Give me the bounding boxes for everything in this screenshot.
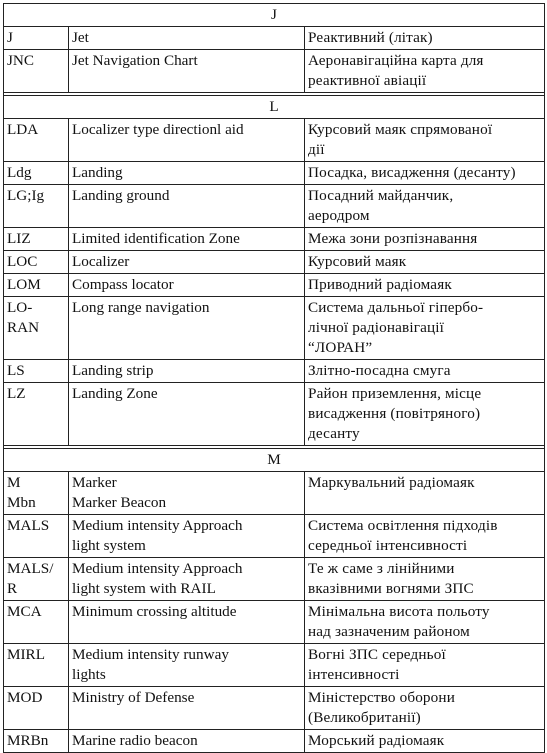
table-row [4, 228, 545, 251]
english-term-cell: Limited identification Zone [69, 228, 305, 251]
ukrainian-term-cell: Реактивний (літак) [305, 27, 545, 50]
ukrainian-term-cell: Курсовий маяк спрямованої дії [305, 119, 545, 162]
english-term-cell: Medium intensity runway lights [69, 644, 305, 687]
table-row [4, 185, 545, 228]
table-row [4, 360, 545, 383]
ukrainian-term-cell: Злітно-посадна смуга [305, 360, 545, 383]
english-term-cell: Landing [69, 162, 305, 185]
abbreviation-cell: MRBn [4, 730, 69, 753]
abbreviation-cell: LG;Ig [4, 185, 69, 228]
ukrainian-term-cell: Аеронавігаційна карта для реактивної авіації [305, 50, 545, 93]
table-row [4, 162, 545, 185]
english-term-cell: Jet Navigation Chart [69, 50, 305, 93]
section-letter: J [4, 4, 545, 27]
ukrainian-term-cell: Вогні ЗПС середньої інтенсивності [305, 644, 545, 687]
english-term-cell: Jet [69, 27, 305, 50]
table-row [4, 601, 545, 644]
english-term-cell: Localizer [69, 251, 305, 274]
abbreviation-cell: LDA [4, 119, 69, 162]
ukrainian-term-cell: Міністерство оборони (Великобританії) [305, 687, 545, 730]
ukrainian-term-cell: Те ж саме з лінійними вказівними вогнями ЗПС [305, 558, 545, 601]
section-letter: M [4, 449, 545, 472]
ukrainian-term-cell: Маркувальний радіомаяк [305, 472, 545, 515]
english-term-cell: Medium intensity Approach light system with RAIL [69, 558, 305, 601]
abbreviation-cell: MALS/ R [4, 558, 69, 601]
abbreviation-cell: MALS [4, 515, 69, 558]
table-body [4, 4, 545, 753]
english-term-cell: Localizer type directionl aid [69, 119, 305, 162]
abbreviation-cell: MOD [4, 687, 69, 730]
table-row [4, 383, 545, 446]
abbreviation-cell: J [4, 27, 69, 50]
abbreviation-cell: LIZ [4, 228, 69, 251]
ukrainian-term-cell: Посадка, висадження (десанту) [305, 162, 545, 185]
english-term-cell: Landing ground [69, 185, 305, 228]
abbreviation-cell: LOM [4, 274, 69, 297]
english-term-cell: Landing Zone [69, 383, 305, 446]
table-row [4, 644, 545, 687]
ukrainian-term-cell: Район приземлення, місце висадження (повітряного) десанту [305, 383, 545, 446]
ukrainian-term-cell: Система освітлення підходів середньої інтенсивності [305, 515, 545, 558]
english-term-cell: Long range navigation [69, 297, 305, 360]
table-row [4, 274, 545, 297]
ukrainian-term-cell: Посадний майданчик, аеродром [305, 185, 545, 228]
table-row [4, 687, 545, 730]
english-term-cell: Marine radio beacon [69, 730, 305, 753]
table-row [4, 515, 545, 558]
ukrainian-term-cell: Мінімальна висота польоту над зазначеним районом [305, 601, 545, 644]
ukrainian-term-cell: Система дальньої гіпербо- лічної радіонавігації “ЛОРАН” [305, 297, 545, 360]
table-row [4, 730, 545, 753]
abbreviation-cell: LO- RAN [4, 297, 69, 360]
english-term-cell: Ministry of Defense [69, 687, 305, 730]
abbreviation-cell: M Mbn [4, 472, 69, 515]
english-term-cell: Marker Marker Beacon [69, 472, 305, 515]
english-term-cell: Compass locator [69, 274, 305, 297]
table-row [4, 558, 545, 601]
abbreviation-cell: Ldg [4, 162, 69, 185]
abbreviation-cell: LZ [4, 383, 69, 446]
table-row [4, 119, 545, 162]
abbreviation-cell: MCA [4, 601, 69, 644]
ukrainian-term-cell: Межа зони розпізнавання [305, 228, 545, 251]
table-row [4, 50, 545, 93]
ukrainian-term-cell: Курсовий маяк [305, 251, 545, 274]
abbreviation-cell: JNC [4, 50, 69, 93]
english-term-cell: Minimum crossing altitude [69, 601, 305, 644]
english-term-cell: Medium intensity Approach light system [69, 515, 305, 558]
ukrainian-term-cell: Морський радіомаяк [305, 730, 545, 753]
section-header-row [4, 449, 545, 472]
abbreviation-cell: LS [4, 360, 69, 383]
table-row [4, 297, 545, 360]
section-letter: L [4, 96, 545, 119]
ukrainian-term-cell: Приводний радіомаяк [305, 274, 545, 297]
abbreviation-cell: LOC [4, 251, 69, 274]
table-row [4, 251, 545, 274]
table-row [4, 472, 545, 515]
section-header-row [4, 4, 545, 27]
abbreviation-table [3, 3, 545, 753]
english-term-cell: Landing strip [69, 360, 305, 383]
section-header-row [4, 96, 545, 119]
abbreviation-cell: MIRL [4, 644, 69, 687]
table-row [4, 27, 545, 50]
